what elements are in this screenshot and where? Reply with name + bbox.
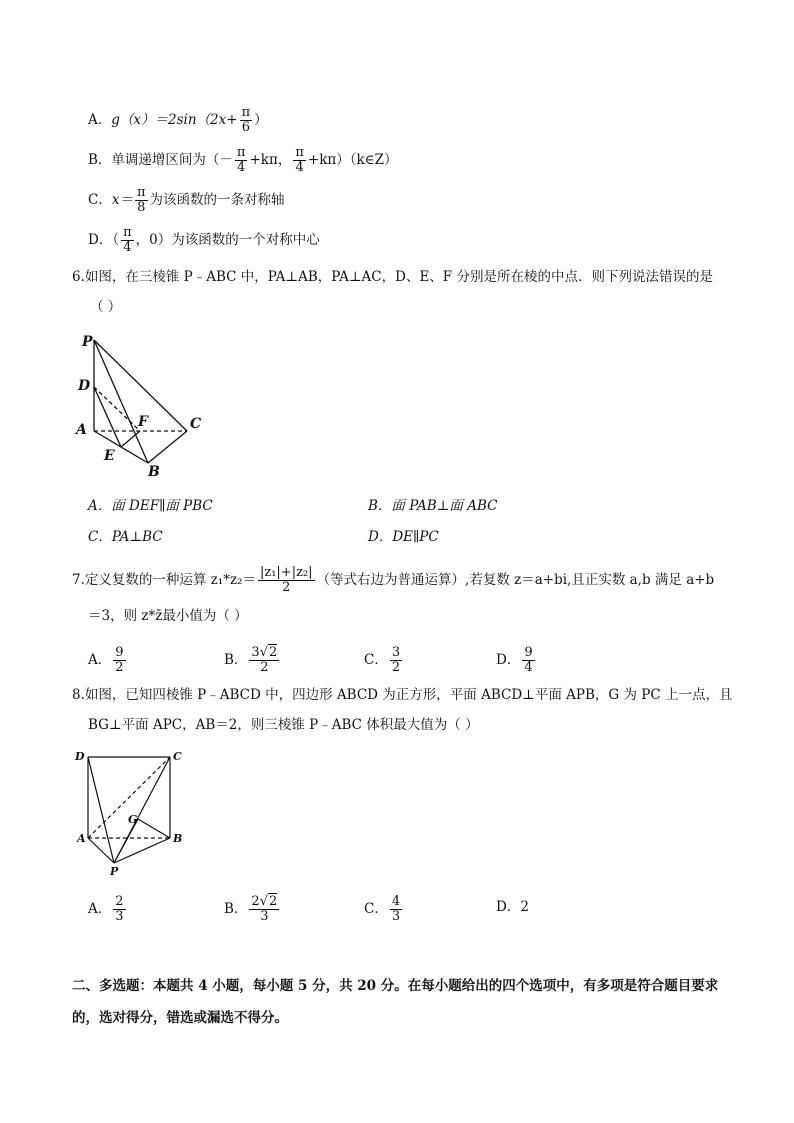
q8-option-c: C． $\frac{4}{3}$: [364, 894, 401, 924]
q7-option-a: A． $\frac{9}{2}$: [88, 645, 124, 675]
label-d: D: [78, 378, 91, 394]
label-p: P: [82, 334, 93, 350]
label-a: A: [77, 832, 86, 845]
q5-option-d: D．（ $\frac{\pi}{4}$ ，0）为该函数的一个对称中心: [88, 225, 320, 255]
section2-heading-line1: 二、多选题：本题共 4 小题，每小题 5 分，共 20 分。在每小题给出的四个选项中，有多项是符合题目要求: [72, 978, 719, 994]
edge-ap: [88, 838, 114, 863]
q8-option-b: B． $\frac{2√2}{3}$: [224, 894, 278, 924]
q7-stem-line2: ＝3，则 z*z̄最小值为（ ）: [88, 608, 248, 624]
label-c: C: [173, 750, 182, 763]
label-c: C: [190, 416, 202, 432]
q6-option-a: A．面 DEF∥面 PBC: [88, 498, 213, 514]
q5-option-c: C．x＝ $\frac{\pi}{8}$ 为该函数的一条对称轴: [88, 185, 285, 215]
label-b: B: [148, 464, 160, 480]
q5-option-b: B．单调递增区间为（－ $\frac{\pi}{4}$ +kπ， $\frac{\pi}{4}$ +kπ）（k∈Z）: [88, 145, 398, 175]
edge-pb: [94, 340, 148, 463]
label-a: A: [76, 422, 87, 438]
label-e: E: [104, 448, 115, 464]
label-p: P: [110, 865, 119, 877]
q7-option-c: C． $\frac{3}{2}$: [364, 645, 401, 675]
edge-dp: [88, 757, 114, 863]
label-d: D: [75, 750, 85, 763]
q7-stem-line1: 7.定义复数的一种运算 z₁*z₂＝ $\frac{\text{|z₁|+|z₂|}}{2}$ （等式右边为普通运算）,若复数 z＝a+bi,且正实数 a,b 满足 a+b: [72, 565, 715, 595]
q6-option-c: C．PA⊥BC: [88, 529, 163, 545]
q6-option-b: B．面 PAB⊥面 ABC: [368, 498, 498, 514]
q6-option-d: D．DE∥PC: [368, 529, 439, 545]
edge-de: [94, 387, 121, 447]
q8-stem-line1: 8.如图，已知四棱锥 P﹣ABCD 中，四边形 ABCD 为正方形，平面 ABCD⊥平面 APB，G 为 PC 上一点，且: [72, 687, 733, 703]
label-g: G: [128, 813, 138, 826]
edge-gb: [138, 819, 170, 838]
q6-figure: [72, 330, 212, 480]
q7-option-b: B． $\frac{3√2}{2}$: [224, 645, 278, 675]
edge-pb: [114, 838, 170, 863]
section2-heading-line2: 的，选对得分，错选或漏选不得分。: [72, 1010, 288, 1026]
q8-option-a: A． $\frac{2}{3}$: [88, 894, 124, 924]
q8-option-d: D．2: [496, 899, 529, 915]
label-f: F: [138, 414, 148, 430]
label-b: B: [173, 832, 183, 845]
q8-figure: [72, 745, 192, 877]
q7-option-d: D． $\frac{9}{4}$: [496, 645, 533, 675]
edge-bc: [148, 431, 187, 463]
q8-stem-line2: BG⊥平面 APC，AB＝2，则三棱锥 P﹣ABC 体积最大值为（ ）: [88, 717, 479, 733]
q6-stem-line1: 6.如图，在三棱锥 P﹣ABC 中，PA⊥AB，PA⊥AC，D、E、F 分别是所在棱的中点．则下列说法错误的是: [72, 269, 713, 285]
q5-option-a: A．g（x）＝2sin（2x+ $\frac{\pi}{6}$ ）: [88, 105, 268, 135]
q6-stem-line2: （ ）: [90, 299, 122, 315]
